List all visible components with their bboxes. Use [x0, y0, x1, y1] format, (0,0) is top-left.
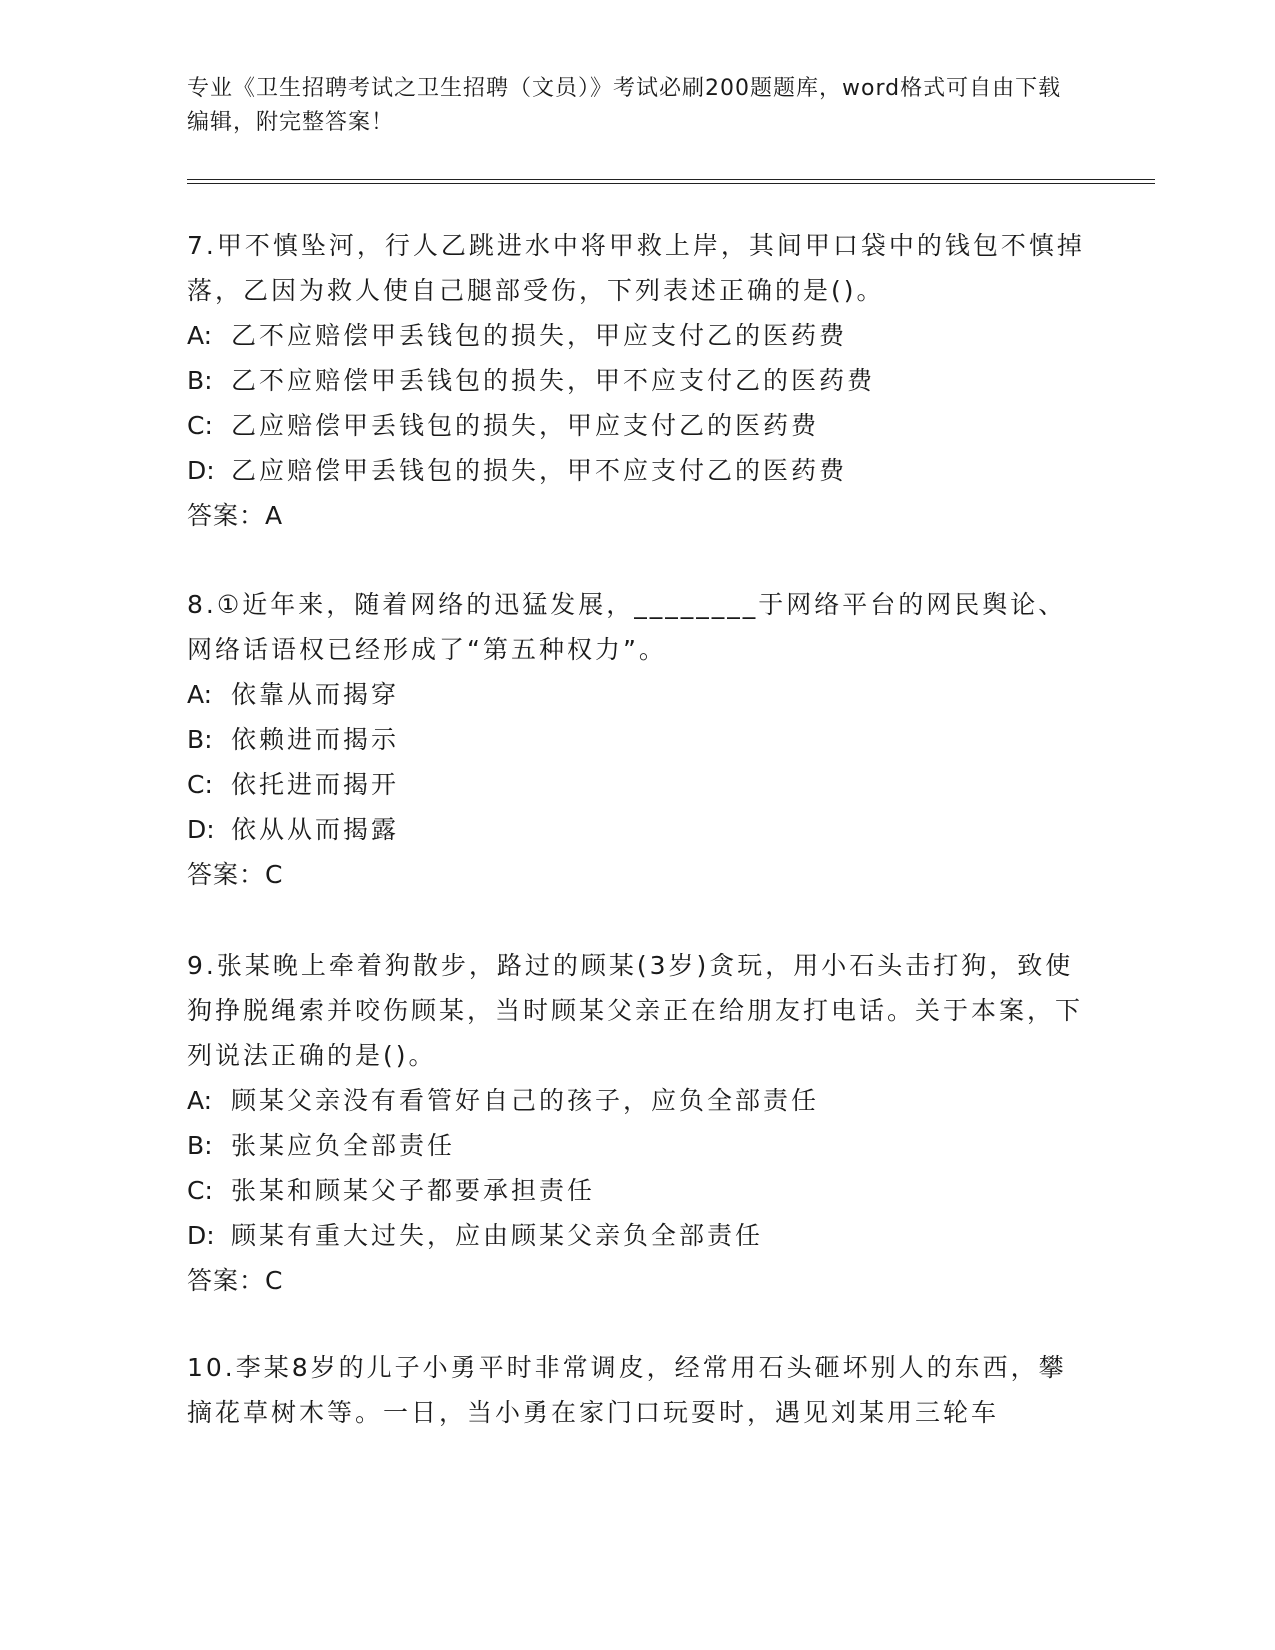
- option-text: 乙应赔偿甲丢钱包的损失，甲应支付乙的医药费: [231, 411, 820, 440]
- question-stem: 9.张某晚上牵着狗散步，路过的顾某(3岁)贪玩，用小石头击打狗，致使狗挣脱绳索并咬伤顾某，当时顾某父亲正在给朋友打电话。关于本案，下列说法正确的是()。: [187, 951, 1084, 1070]
- option-text: 张某应负全部责任: [231, 1131, 456, 1160]
- option-text: 乙应赔偿甲丢钱包的损失，甲不应支付乙的医药费: [231, 456, 848, 485]
- option-text: 乙不应赔偿甲丢钱包的损失，甲不应支付乙的医药费: [231, 366, 876, 395]
- document-header: 专业《卫生招聘考试之卫生招聘（文员）》考试必刷200题题库，word格式可自由下载编辑，附完整答案！: [187, 76, 1062, 135]
- option-d: [187, 807, 1087, 852]
- option-key: B:: [187, 366, 213, 395]
- question-7: [187, 223, 1087, 538]
- option-text: 依托进而揭开: [231, 770, 400, 799]
- option-text: 乙不应赔偿甲丢钱包的损失，甲应支付乙的医药费: [231, 321, 848, 350]
- option-c: [187, 403, 1087, 448]
- option-text: 顾某有重大过失，应由顾某父亲负全部责任: [231, 1221, 764, 1250]
- option-text: 张某和顾某父子都要承担责任: [231, 1176, 596, 1205]
- option-d: [187, 448, 1087, 493]
- option-text: 依从从而揭露: [231, 815, 400, 844]
- option-text: 依靠从而揭穿: [231, 680, 400, 709]
- answer-line: 答案：A: [187, 501, 284, 530]
- answer-line: 答案：C: [187, 860, 284, 889]
- question-9: [187, 943, 1087, 1303]
- option-key: A:: [187, 321, 213, 350]
- option-d: [187, 1213, 1087, 1258]
- question-stem: 7.甲不慎坠河，行人乙跳进水中将甲救上岸，其间甲口袋中的钱包不慎掉落，乙因为救人使自己腿部受伤，下列表述正确的是()。: [187, 231, 1085, 305]
- option-key: C:: [187, 411, 213, 440]
- question-10: [187, 1345, 1087, 1435]
- answer-line: 答案：C: [187, 1266, 284, 1295]
- option-key: D:: [187, 1221, 215, 1250]
- option-key: B:: [187, 1131, 213, 1160]
- option-c: [187, 762, 1087, 807]
- option-b: [187, 358, 1087, 403]
- option-text: 顾某父亲没有看管好自己的孩子，应负全部责任: [231, 1086, 820, 1115]
- option-key: C:: [187, 1176, 213, 1205]
- option-key: D:: [187, 456, 215, 485]
- option-a: [187, 313, 1087, 358]
- option-a: [187, 1078, 1087, 1123]
- option-b: [187, 717, 1087, 762]
- question-8: [187, 582, 1087, 897]
- option-c: [187, 1168, 1087, 1213]
- option-a: [187, 672, 1087, 717]
- option-key: C:: [187, 770, 213, 799]
- option-key: A:: [187, 1086, 213, 1115]
- option-key: B:: [187, 725, 213, 754]
- header-divider-bottom: [187, 183, 1155, 184]
- option-key: D:: [187, 815, 215, 844]
- option-text: 依赖进而揭示: [231, 725, 400, 754]
- header-divider-top: [187, 179, 1155, 180]
- question-stem: 8.①近年来，随着网络的迅猛发展，________于网络平台的网民舆论、网络话语权已经形成了“第五种权力”。: [187, 590, 1067, 664]
- question-stem: 10.李某8岁的儿子小勇平时非常调皮，经常用石头砸坏别人的东西，攀摘花草树木等。一日，当小勇在家门口玩耍时，遇见刘某用三轮车: [187, 1353, 1067, 1427]
- option-b: [187, 1123, 1087, 1168]
- option-key: A:: [187, 680, 213, 709]
